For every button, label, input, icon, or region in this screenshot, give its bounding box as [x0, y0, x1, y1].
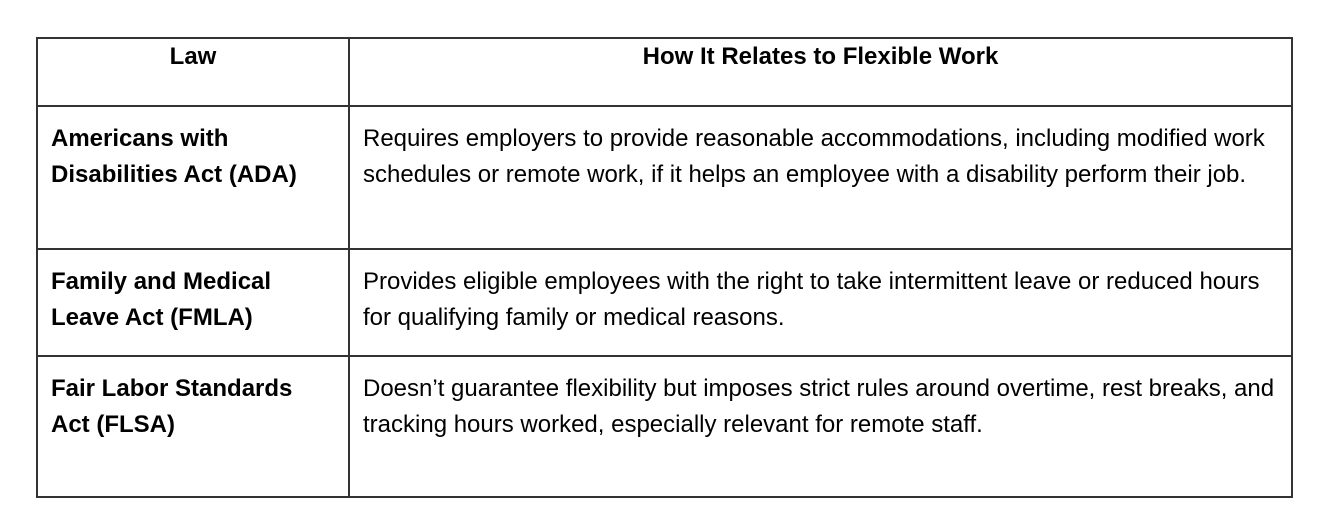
table-row — [37, 249, 1292, 356]
law-relation-cell: Requires employers to provide reasonable accommodations, including modified work schedules or remote work, if it helps an employee with a disability perform their job. — [349, 106, 1292, 249]
header-law: Law — [37, 38, 349, 106]
law-name-cell: Fair Labor Standards Act (FLSA) — [37, 356, 349, 497]
header-relation: How It Relates to Flexible Work — [349, 38, 1292, 106]
table-row — [37, 106, 1292, 249]
table-header-row — [37, 38, 1292, 106]
law-name-cell: Family and Medical Leave Act (FMLA) — [37, 249, 349, 356]
law-name-cell: Americans with Disabilities Act (ADA) — [37, 106, 349, 249]
law-relation-cell: Doesn’t guarantee flexibility but imposes strict rules around overtime, rest breaks, and tracking hours worked, especially relevant for remote staff. — [349, 356, 1292, 497]
flexible-work-laws-table — [36, 37, 1293, 498]
law-relation-cell: Provides eligible employees with the right to take intermittent leave or reduced hours for qualifying family or medical reasons. — [349, 249, 1292, 356]
table-row — [37, 356, 1292, 497]
